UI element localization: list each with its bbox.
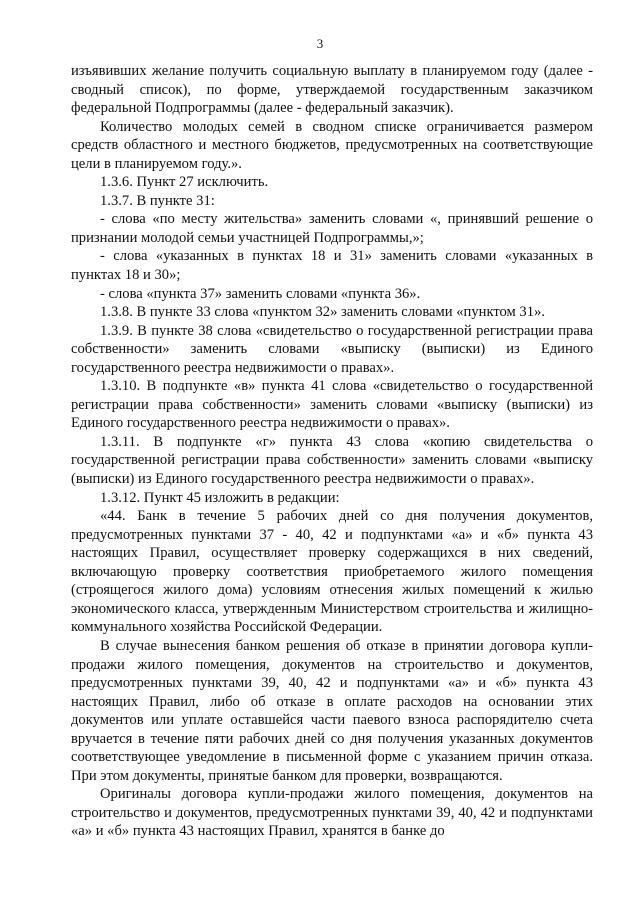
paragraph: 1.3.8. В пункте 33 слова «пунктом 32» заменить словами «пунктом 31». bbox=[100, 304, 545, 321]
page-number: 3 bbox=[316, 36, 324, 51]
paragraph: 1.3.6. Пункт 27 исключить. bbox=[100, 174, 269, 191]
paragraph: В случае вынесения банком решения об отказе в принятии договора купли-продажи жилого помещения, документов на строительство и документов, предусмотренных пунктами 39, 40, 42 и подпунктами «а» и «б» пункта 43 настоящих Правил, либо об отказе в оплате расходов на основании этих документов или уплате оставшейся части паевого взноса распорядителю счета вручается в течение пяти рабочих дней со дня получения указанных документов соответствующее уведомление в письменной форме с указанием причин отказа. При этом документы, принятые банком для проверки, возвращаются. bbox=[71, 637, 593, 784]
paragraph: - слова «по месту жительства» заменить словами «, принявший решение о признании молодой семьи участницей Подпрограммы,»; bbox=[71, 211, 593, 246]
paragraph: 1.3.11. В подпункте «г» пункта 43 слова «копию свидетельства о государственной регистрации права собственности» заменить словами «выписку (выписки) из Единого государственного реестра недвижимости о правах». bbox=[71, 433, 593, 488]
paragraph: 1.3.12. Пункт 45 изложить в редакции: bbox=[100, 489, 340, 506]
paragraph: «44. Банк в течение 5 рабочих дней со дня получения документов, предусмотренных пунктами 37 - 40, 42 и подпунктами «а» и «б» пункта 43 настоящих Правил, осуществляет проверку содержащихся в них сведений, включающую проверку соответствия приобретаемого жилого помещения (строящегося жилого дома) условиям отнесения жилых помещений к жилью экономического класса, утвержденным Министерством строительства и жилищно-коммунального хозяйства Российской Федерации. bbox=[71, 508, 593, 636]
paragraph: изъявивших желание получить социальную выплату в планируемом году (далее - сводный список), по форме, утверждаемой государственным заказчиком федеральной Подпрограммы (далее - федеральный заказчик). bbox=[71, 63, 593, 117]
document-body bbox=[71, 62, 593, 841]
paragraph: Оригиналы договора купли-продажи жилого помещения, документов на строительство и документов, предусмотренных пунктами 39, 40, 42 и подпунктами «а» и «б» пункта 43 настоящих Правил, хранятся в банке до bbox=[71, 786, 593, 840]
paragraph: 1.3.10. В подпункте «в» пункта 41 слова «свидетельство о государственной регистрации права собственности» заменить словами «выписку (выписки) из Единого государственного реестра недвижимости о правах». bbox=[71, 378, 593, 432]
paragraph: Количество молодых семей в сводном списке ограничивается размером средств областного и местного бюджетов, предусмотренных на соответствующие цели в планируемом году.». bbox=[71, 118, 593, 172]
paragraph: - слова «указанных в пунктах 18 и 31» заменить словами «указанных в пунктах 18 и 30»; bbox=[71, 248, 593, 284]
paragraph: - слова «пункта 37» заменить словами «пункта 36». bbox=[100, 285, 421, 302]
paragraph: 1.3.7. В пункте 31: bbox=[100, 192, 215, 209]
paragraph: 1.3.9. В пункте 38 слова «свидетельство о государственной регистрации права собственности» заменить словами «выписку (выписки) из Единого государственного реестра недвижимости о правах». bbox=[71, 322, 593, 376]
